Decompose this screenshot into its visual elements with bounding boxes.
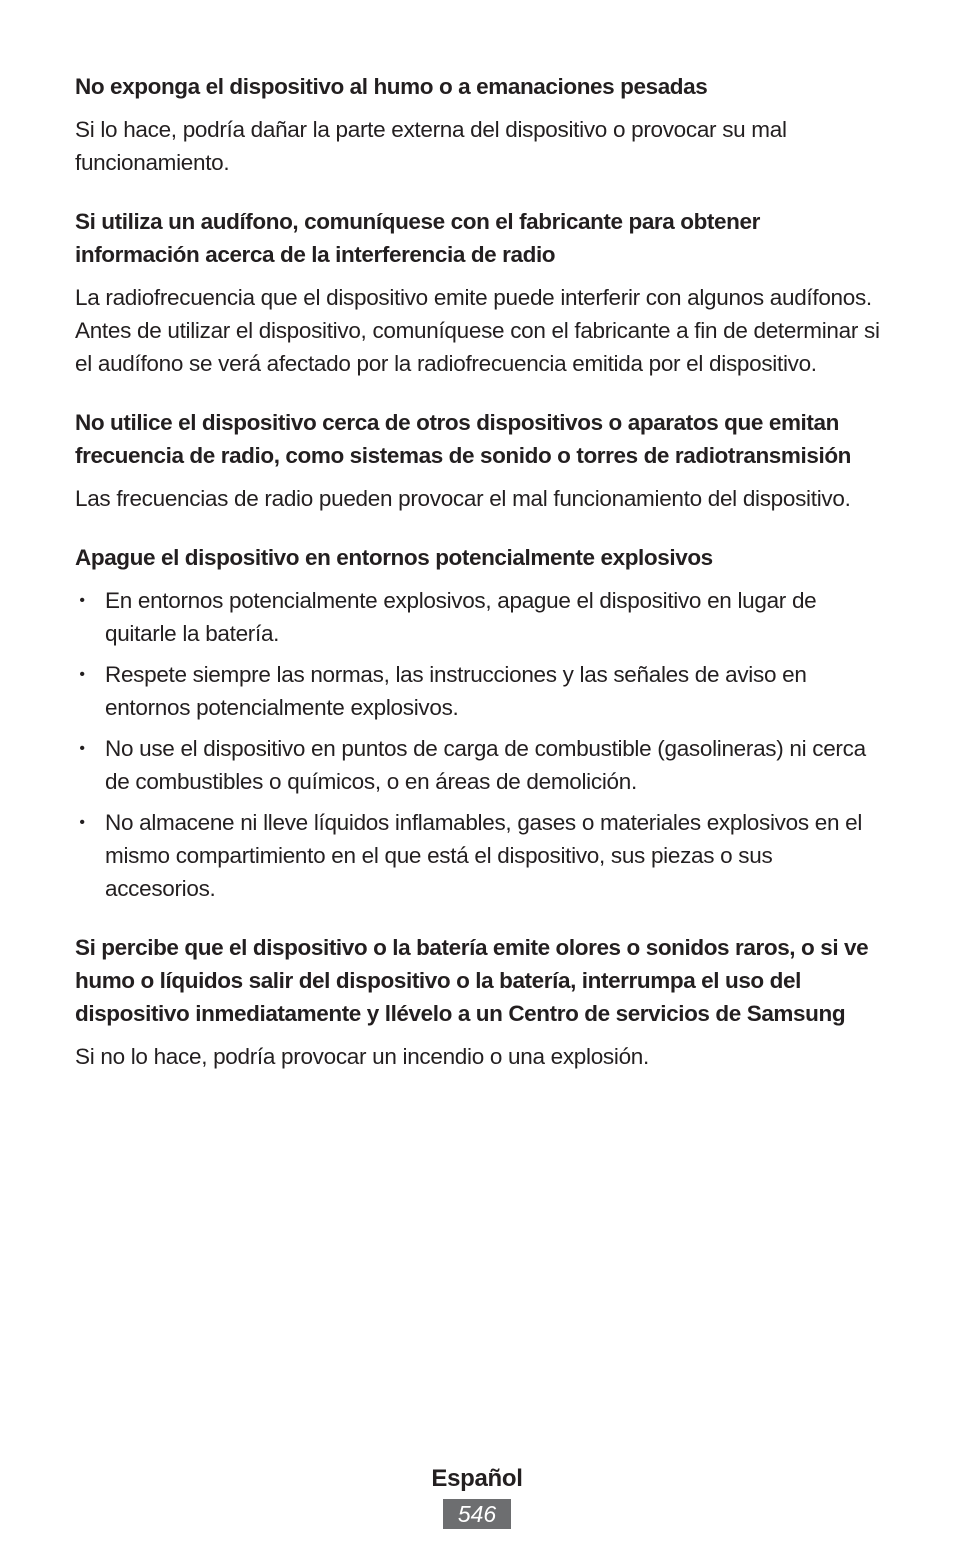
- list-item-text: En entornos potencialmente explosivos, apague el dispositivo en lugar de quitarle la batería.: [105, 588, 817, 646]
- bullet-icon: •: [79, 740, 85, 757]
- list-item: [75, 584, 885, 650]
- section-body: Las frecuencias de radio pueden provocar el mal funcionamiento del dispositivo.: [75, 486, 851, 511]
- section-heading: Si percibe que el dispositivo o la batería emite olores o sonidos raros, o si ve humo o líquidos salir del dispositivo o la batería, interrumpa el uso del dispositivo inmediatamente y llévelo a un Centro de servicios de Samsung: [75, 935, 869, 1026]
- list-item: [75, 658, 885, 724]
- section-explosive-environments: [75, 541, 885, 905]
- section-battery-odors: [75, 931, 885, 1073]
- section-smoke: [75, 70, 885, 179]
- list-item-text: No use el dispositivo en puntos de carga de combustible (gasolineras) ni cerca de combustibles o químicos, o en áreas de demolición.: [105, 736, 866, 794]
- section-body: Si no lo hace, podría provocar un incendio o una explosión.: [75, 1044, 649, 1069]
- bullet-list: [75, 584, 885, 905]
- list-item: [75, 732, 885, 798]
- section-radio-devices: [75, 406, 885, 515]
- section-hearing-aid: [75, 205, 885, 380]
- section-heading: Si utiliza un audífono, comuníquese con el fabricante para obtener información acerca de la interferencia de radio: [75, 209, 760, 267]
- document-page: [75, 70, 885, 1099]
- footer-language: Español: [431, 1465, 523, 1492]
- section-body: La radiofrecuencia que el dispositivo emite puede interferir con algunos audífonos. Antes de utilizar el dispositivo, comuníquese con el fabricante a fin de determinar si el audífono se verá afectado por la radiofrecuencia emitida por el dispositivo.: [75, 285, 880, 376]
- list-item-text: Respete siempre las normas, las instrucciones y las señales de aviso en entornos potencialmente explosivos.: [105, 662, 807, 720]
- list-item-text: No almacene ni lleve líquidos inflamables, gases o materiales explosivos en el mismo compartimiento en el que está el dispositivo, sus piezas o sus accesorios.: [105, 810, 863, 901]
- bullet-icon: •: [79, 666, 85, 683]
- section-heading: No utilice el dispositivo cerca de otros dispositivos o aparatos que emitan frecuencia de radio, como sistemas de sonido o torres de radiotransmisión: [75, 410, 852, 468]
- page-footer: [0, 1462, 954, 1529]
- bullet-icon: •: [79, 814, 85, 831]
- section-body: Si lo hace, podría dañar la parte externa del dispositivo o provocar su mal funcionamiento.: [75, 117, 787, 175]
- section-heading: No exponga el dispositivo al humo o a emanaciones pesadas: [75, 74, 708, 99]
- section-heading: Apague el dispositivo en entornos potencialmente explosivos: [75, 545, 713, 570]
- list-item: [75, 806, 885, 905]
- bullet-icon: •: [79, 592, 85, 609]
- page-number: 546: [443, 1499, 511, 1529]
